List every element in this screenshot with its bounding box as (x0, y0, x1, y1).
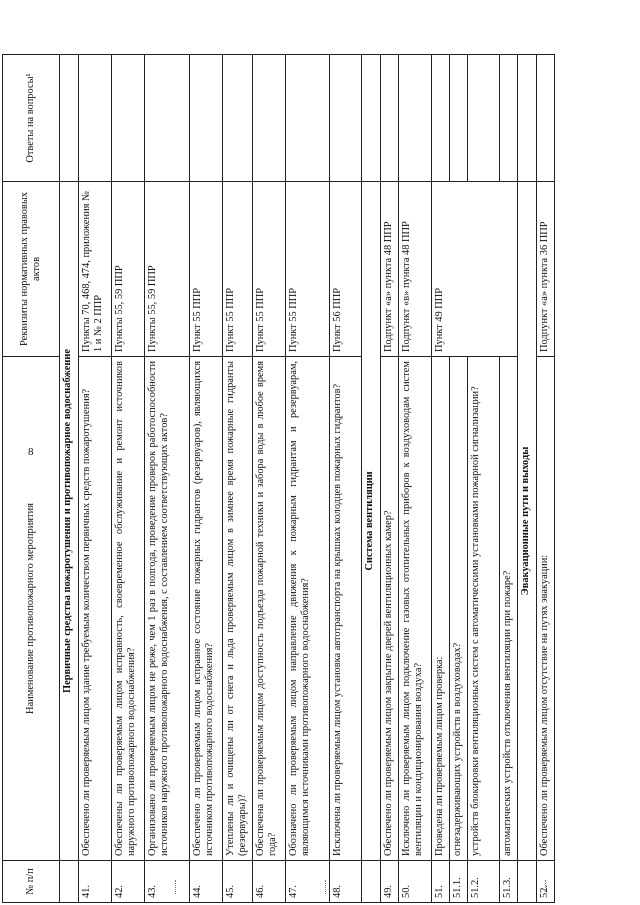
row-answer-cell[interactable] (223, 55, 253, 182)
table-row (286, 55, 330, 903)
row-number: 43. (145, 861, 190, 903)
section-header (518, 55, 537, 903)
section-title: Первичные средства пожаротушения и противопожарное водоснабжение (60, 182, 79, 861)
row-number: 51.2. (468, 861, 500, 903)
row-requisites: Пункт 56 ППР (330, 182, 362, 357)
row-requisites: Пункт 55 ППР (286, 182, 330, 357)
row-answer-cell[interactable] (468, 55, 500, 182)
row-number: 48. (330, 861, 362, 903)
table-row (432, 55, 450, 903)
table-row (223, 55, 253, 903)
header-answers: Ответы на вопросы¹ (3, 55, 60, 182)
row-requisites: Пункты 70, 468, 474, приложения № 1 и № 2 ППР (79, 182, 112, 357)
page-number: 8 (28, 446, 34, 458)
row-description: Обеспечены ли проверяемым лицом исправность, своевременное обслуживание и ремонт источников наружного противопожарного водоснабжения? (112, 357, 145, 861)
row-answer-cell[interactable] (381, 55, 399, 182)
row-description: Обеспечено ли проверяемым лицом здание требуемым количеством первичных средств пожаротушения? (79, 357, 112, 861)
table-header-row (3, 55, 60, 903)
table-row (399, 55, 432, 903)
row-description: Обеспечено ли проверяемым лицом закрытие дверей вентиляционных камер? (381, 357, 399, 861)
binding-mark (545, 880, 546, 894)
row-number: 50. (399, 861, 432, 903)
row-number: 41. (79, 861, 112, 903)
row-requisites: Подпункт «в» пункта 48 ППР (399, 182, 432, 357)
row-answer-cell[interactable] (500, 55, 518, 182)
header-num: № п/п (3, 861, 60, 903)
row-answer-cell[interactable] (145, 55, 190, 182)
row-description: Обеспечено ли проверяемым лицом отсутствие на путях эвакуации: (537, 357, 555, 861)
row-answer-cell[interactable] (79, 55, 112, 182)
row-answer-cell[interactable] (286, 55, 330, 182)
table-row (253, 55, 286, 903)
section-header (362, 55, 381, 903)
row-description: Утеплены ли и очищены ли от снега и льда проверяемым лицом в зимнее время пожарные гидранты (резервуары)? (223, 357, 253, 861)
row-number: 45. (223, 861, 253, 903)
row-requisites: Пункт 55 ППР (190, 182, 223, 357)
row-answer-cell[interactable] (537, 55, 555, 182)
row-answer-cell[interactable] (432, 55, 450, 182)
row-description: огнезадерживающих устройств в воздуховодах? (450, 357, 468, 861)
checklist-table (2, 54, 555, 903)
section-title: Система вентиляции (362, 182, 381, 861)
row-number: 52. (537, 861, 555, 903)
row-answer-cell[interactable] (253, 55, 286, 182)
row-description: Обозначено ли проверяемым лицом направление движения к пожарным гидрантам и резервуарам, являющимся источниками противопожарного водоснабжения? (286, 357, 330, 861)
header-requisites: Реквизиты нормативных правовых актов (3, 182, 60, 357)
row-description: Организовано ли проверяемым лицом не реже, чем 1 раз в полгода, проведение проверок работоспособности источников наружного противопожарного водоснабжения, с составлением соответствующих актов? (145, 357, 190, 861)
binding-mark (175, 880, 176, 894)
row-description: устройств блокировки вентиляционных систем с автоматическими установками пожарной сигнализации? (468, 357, 500, 861)
row-answer-cell[interactable] (190, 55, 223, 182)
row-requisites: Пункты 55, 59 ППР (112, 182, 145, 357)
row-answer-cell[interactable] (330, 55, 362, 182)
row-requisites: Подпункт «а» пункта 36 ППР (537, 182, 555, 357)
row-answer-cell[interactable] (399, 55, 432, 182)
section-title: Эвакуационные пути и выходы (518, 182, 537, 861)
row-requisites: Пункт 55 ППР (223, 182, 253, 357)
scan-binding-marks (25, 880, 615, 898)
table-row (330, 55, 362, 903)
row-number: 46. (253, 861, 286, 903)
row-number: 51. (432, 861, 450, 903)
row-requisites: Пункт 55 ППР (253, 182, 286, 357)
row-description: Обеспечено ли проверяемым лицом исправное состояние пожарных гидрантов (резервуаров), являющихся источником противопожарного водоснабжения? (190, 357, 223, 861)
row-description: Проведена ли проверяемым лицом проверка: (432, 357, 450, 861)
rotated-page-content (2, 55, 555, 903)
row-number: 49. (381, 861, 399, 903)
row-description: Обеспечена ли проверяемым лицом доступность подъезда пожарной техники и забора воды в любое время года? (253, 357, 286, 861)
row-description: Исключено ли проверяемым лицом подключение газовых отопительных приборов к воздуховодам систем вентиляции и кондиционирования воздуха? (399, 357, 432, 861)
row-number: 51.1. (450, 861, 468, 903)
binding-mark (325, 880, 326, 894)
section-header (60, 55, 79, 903)
row-answer-cell[interactable] (450, 55, 468, 182)
table-row (145, 55, 190, 903)
header-name: Наименование противопожарного мероприятия (3, 357, 60, 861)
row-number: 44. (190, 861, 223, 903)
row-requisites: Подпункт «а» пункта 48 ППР (381, 182, 399, 357)
table-row (190, 55, 223, 903)
row-answer-cell[interactable] (112, 55, 145, 182)
table-row (537, 55, 555, 903)
table-row (79, 55, 112, 903)
row-number: 51.3. (500, 861, 518, 903)
row-number: 42. (112, 861, 145, 903)
table-row (381, 55, 399, 903)
table-row (112, 55, 145, 903)
row-requisites: Пункт 49 ППР (432, 182, 518, 357)
row-description: Исключена ли проверяемым лицом установка автотранспорта на крышках колодцев пожарных гидрантов? (330, 357, 362, 861)
row-requisites: Пункты 55, 59 ППР (145, 182, 190, 357)
row-description: автоматических устройств отключения вентиляции при пожаре? (500, 357, 518, 861)
row-number: 47. (286, 861, 330, 903)
